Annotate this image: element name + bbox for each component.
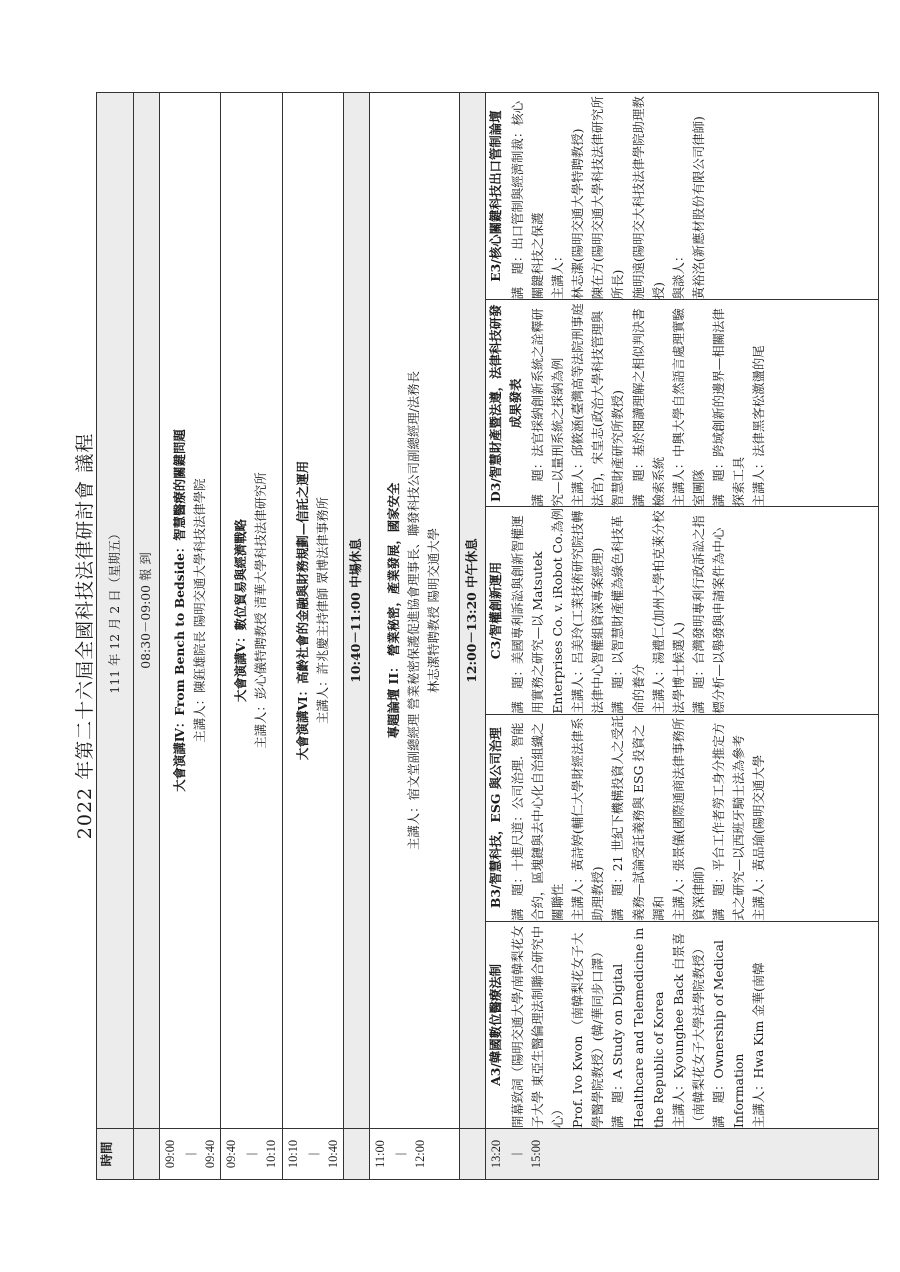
session-d3 — [485, 300, 878, 507]
keynote6-row — [282, 93, 343, 1180]
session-c3-item: 講 題：台灣發明專利行政訴訟之指標分析—以舉發與申請案件為中心 — [690, 515, 726, 714]
keynote5-time: 09:40 | 10:10 — [221, 1129, 282, 1180]
session-e3-item: 主講人： — [550, 249, 566, 300]
keynote4-speaker: 主講人：陳鈺雄院長 陽明交通大學科技法律學院 — [192, 478, 208, 743]
session-b3-item: 主講人：黃品瑜(陽明交通大學 — [751, 754, 767, 921]
keynote5-cell — [221, 93, 282, 1129]
forum2-cell — [369, 93, 459, 1129]
session-a3-item: 主講人：Kyounghee Back 白景喜（南韓梨花女子大學法學院教授） — [670, 932, 706, 1128]
session-a3 — [485, 921, 878, 1128]
session-e3-item: 講 題：出口管制與經濟制裁：核心關鍵科技之保護 — [509, 101, 546, 300]
checkin-label: 報 到 — [138, 552, 154, 581]
forum2-line1: 主講人：宿文堂副總經理 營業秘密保護促進協會理事長、聯發科技公司副總經理/法務長 — [406, 371, 422, 850]
session-c3 — [485, 507, 878, 714]
date-header: 111 年 12 月 2 日（星期五） — [97, 93, 134, 1129]
checkin-row — [134, 93, 160, 1180]
session-b3-title: B3/智慧科技，ESG 與公司治理 — [487, 727, 503, 909]
schedule-table — [96, 92, 879, 1180]
session-e3-item: 林志潔(陽明交通大學特聘教授) — [570, 128, 586, 300]
keynote6-cell — [282, 93, 343, 1129]
session-d3-item: 講 題：法官採納創新系統之詮釋研究—以量刑系統之採納為例 — [530, 308, 566, 507]
forum2-title: 專題論壇 II： 營業秘密，產業發展，國家安全 — [386, 482, 402, 739]
keynote4-cell — [160, 93, 221, 1129]
session-d3-item: 主講人：中興大學自然語言處理實驗室團隊 — [670, 308, 706, 507]
session-a3-item: Prof. Ivo Kwon （南韓梨花女子大學醫學院教授）(韓/華同步口譯） — [570, 932, 606, 1128]
session-d3-item: 主講人：法律黑客松激盪的尾 — [751, 345, 767, 507]
keynote5-speaker: 主講人：彭心儀特聘教授 清華大學科技法律研究所 — [253, 472, 269, 749]
session-e3-title: E3/核心關鍵科技出口管制論壇 — [487, 110, 503, 282]
document-title: 2022 年第二十六屆全國科技法律研討會 議程 — [74, 432, 96, 840]
break1-cell: 10:40－11:00 中場休息 — [343, 93, 369, 1129]
lunch-row — [459, 93, 485, 1180]
session-b3 — [485, 714, 878, 921]
session-b3-item: 主講人：張景儀(國際通商法律事務所資深律師) — [670, 717, 706, 921]
session-a3-item: 開幕致詞（陽明交通大學/南韓梨花女子大學 東亞生醫倫理法制聯合研究中心） — [509, 925, 566, 1128]
session-b3-item: 講 題：21 世紀下機構投資人之受託義務—試論受託義務與 ESG 投資之調和 — [610, 715, 666, 921]
checkin-cell — [134, 93, 160, 1129]
session-c3-item: 主講人：呂美玲(工業技術研究院技轉法律中心智權組資深專案經理) — [570, 510, 606, 714]
session-b3-item: 講 題：十進尺道：公司治理．智能合約，區塊鏈與去中心化自治組織之關聯性 — [509, 722, 566, 921]
keynote4-title: 大會演講Ⅳ：From Bench to Bedside：智慧醫療的關鍵問題 — [172, 429, 188, 792]
keynote6-speaker: 主講人：許兆慶主持律師 眾博法律事務所 — [314, 497, 330, 724]
keynote4-time: 09:00 | 09:40 — [160, 1129, 221, 1180]
session-b3-item: 講 題：平台工作者勞工身分推定方式之研究—以西班牙騎士法為參考 — [710, 722, 746, 921]
forum2-row — [369, 93, 459, 1180]
keynote5-row — [221, 93, 282, 1180]
session-d3-item: 主講人：邱筱涵(臺灣高等法院刑事庭法官)，宋皇志(政治大學科技管理與智慧財產研究所教授) — [570, 303, 626, 507]
session-e3-item: 陳在方(陽明交通大學科技法律研究所所長) — [590, 96, 626, 300]
session-d3-title: D3/智慧財產暨法遵，法律科技研發成果發表 — [487, 304, 523, 503]
session-a3-item: 講 題：Ownership of Medical Information — [710, 940, 746, 1128]
forum2-time: 11:00 | 12:00 — [369, 1129, 459, 1180]
session-a3-item: 講 題：A Study on Digital Healthcare and Telemedicine in the Republic of Korea — [610, 927, 666, 1128]
session-b3-item: 主講人：黃詩婷(輔仁大學財經法律系助理教授) — [570, 717, 606, 921]
lunch-cell: 12:00－13:20 中午休息 — [459, 93, 485, 1129]
forum2-line2: 林志潔特聘教授 陽明交通大學 — [426, 527, 442, 694]
session-a3-title: A3/韓國數位醫療法制 — [487, 963, 503, 1086]
session-e3-item: 黃裕洺(新應材股份有限公司律師) — [690, 116, 706, 300]
keynote5-title: 大會演講Ⅴ：數位貿易與經濟戰略 — [233, 518, 249, 703]
break1-row — [343, 93, 369, 1180]
session-e3-item: 與談人： — [670, 249, 686, 300]
keynote4-row — [160, 93, 221, 1180]
session-d3-item: 講 題：基於閱讀理解之相似判決書檢索系統 — [630, 308, 666, 507]
time-header: 時間 — [97, 1129, 134, 1180]
keynote6-time: 10:10 | 10:40 — [282, 1129, 343, 1180]
keynote6-title: 大會演講Ⅵ：高齡社會的金融與財務規劃—信託之運用 — [294, 460, 310, 761]
session-e3-item: 施明遠(陽明交大科技法律學院助理教授) — [630, 96, 666, 300]
session-a3-item: 主講人：Hwa Kim 金華(南韓 — [751, 962, 767, 1128]
session-c3-title: C3/智權創新運用 — [487, 561, 503, 660]
session-d3-item: 講 題：跨域創新的邊界—相關法律探索工具 — [710, 308, 746, 507]
session-c3-item: 主講人：湯禮仁(加州大學柏克萊分校法學博士候選人) — [650, 510, 686, 714]
session-c3-item: 講 題：美國專利訴訟與創新智權運用實務之研究—以 Matsutek Enterprises Co. v. iRobot Co.為例 — [509, 508, 566, 714]
session-e3 — [485, 93, 878, 300]
session-c3-item: 講 題：以智慧財產權為綠色科技革命的養分 — [610, 515, 646, 714]
parallel-time: 13:20 | 15:00 — [485, 1129, 878, 1180]
checkin-time: 08:30－09:00 — [138, 584, 154, 669]
parallel-row — [485, 93, 878, 1180]
header-row — [97, 93, 134, 1180]
